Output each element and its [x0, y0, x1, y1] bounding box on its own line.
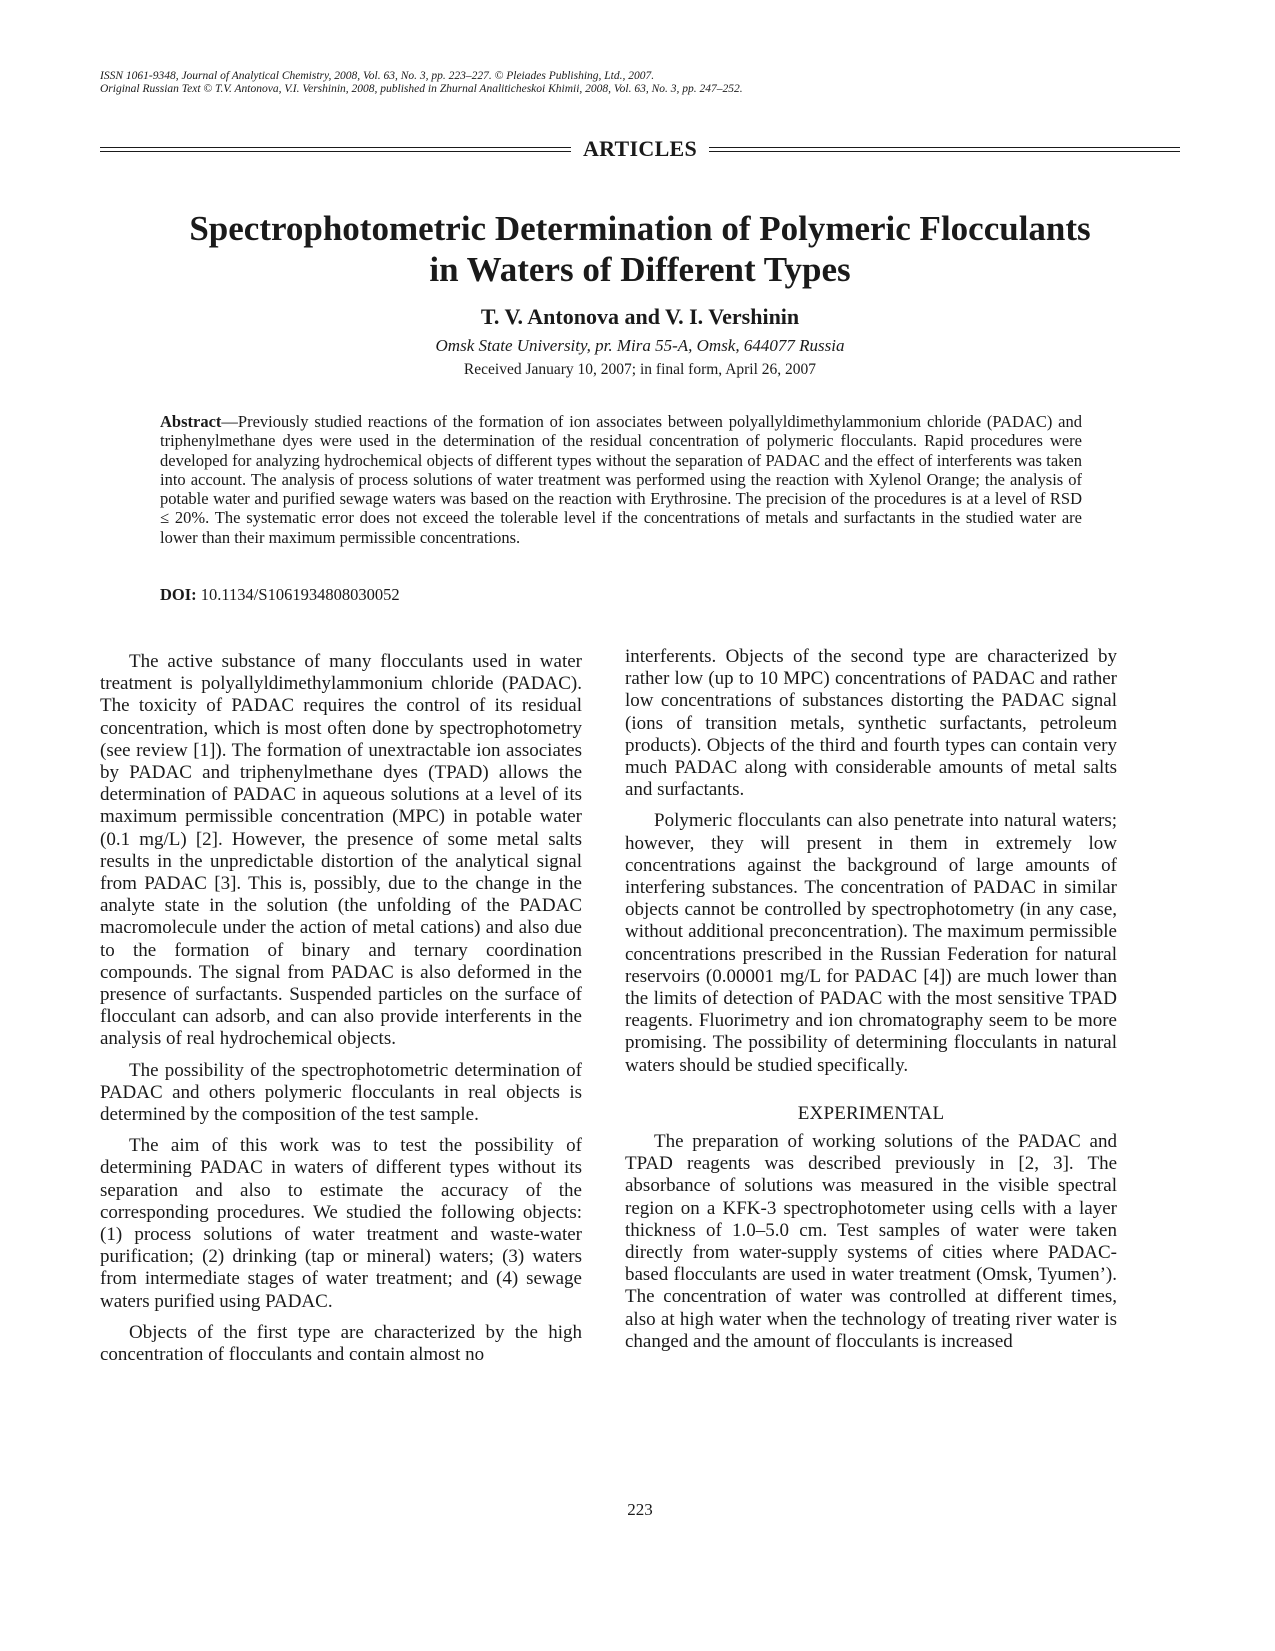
rule-left: [100, 147, 571, 152]
authors: T. V. Antonova and V. I. Vershinin: [480, 304, 800, 329]
left-column: [100, 651, 582, 1375]
rule-right: [709, 147, 1180, 152]
paragraph: Objects of the first type are characterized by the high concentration of flocculants and contain almost no: [100, 1321, 582, 1366]
title-line-1: Spectrophotometric Determination of Polymeric Flocculants: [189, 209, 1091, 248]
abstract-text: —Previously studied reactions of the formation of ion associates between polyallyldimethylammonium chloride (PADAC) and triphenylmethane dyes were used in the determination of the residual concentration of polymeric flocculants. Rapid procedures were developed for analyzing hydrochemical objects of different types without the separation of PADAC and the effect of interferents was taken into account. The analysis of process solutions of water treatment was performed using the reaction with Xylenol Orange; the analysis of potable water and purified sewage waters was based on the reaction with Erythrosine. The precision of the procedures is at a level of RSD ≤ 20%. The systematic error does not exceed the tolerable level if the concentrations of metals and surfactants in the studied water are lower than their maximum permissible concentrations.: [160, 412, 1082, 547]
article-title: [100, 208, 1180, 290]
section-heading-experimental: EXPERIMENTAL: [797, 1102, 945, 1124]
doi-label: DOI:: [160, 585, 197, 604]
abstract: [160, 412, 1082, 547]
affiliation: Omsk State University, pr. Mira 55-A, Omsk, 644077 Russia: [435, 336, 845, 355]
right-column: [625, 646, 1117, 1362]
paragraph: The active substance of many flocculants used in water treatment is polyallyldimethylammonium chloride (PADAC). The toxicity of PADAC requires the control of its residual concentration, which is most often done by spectrophotometry (see review [1]). The formation of unextractable ion associates by PADAC and triphenylmethane dyes (TPAD) allows the determination of PADAC in aqueous solutions at a level of its maximum permissible concentration (MPC) in potable water (0.1 mg/L) [2]. However, the presence of some metal salts results in the unpredictable distortion of the analytical signal from PADAC [3]. This is, possibly, due to the change in the analyte state in the solution (the unfolding of the PADAC macromolecule under the action of metal cations) and also due to the formation of binary and ternary coordination compounds. The signal from PADAC is also deformed in the presence of surfactants. Suspended particles on the surface of flocculant can adsorb, and can also provide interferents in the analysis of real hydrochemical objects.: [100, 651, 582, 1050]
doi: [160, 585, 1082, 605]
paragraph: interferents. Objects of the second type are characterized by rather low (up to 10 MPC) concentrations of PADAC and rather low concentrations of substances distorting the PADAC signal (ions of transition metals, synthetic surfactants, petroleum products). Objects of the third and fourth types can contain very much PADAC along with considerable amounts of metal salts and surfactants.: [625, 646, 1117, 801]
paragraph: The possibility of the spectrophotometric determination of PADAC and others polymeric flocculants in real objects is determined by the composition of the test sample.: [100, 1059, 582, 1126]
header-original-text: Original Russian Text © T.V. Antonova, V.I. Vershinin, 2008, published in Zhurnal Analiticheskoi Khimii, 2008, Vol. 63, No. 3, pp. 247–252.: [100, 83, 743, 95]
section-bar: [100, 136, 1180, 162]
received-dates: Received January 10, 2007; in final form, April 26, 2007: [463, 361, 817, 378]
paragraph: The preparation of working solutions of the PADAC and TPAD reagents was described previously in [2, 3]. The absorbance of solutions was measured in the visible spectral region on a KFK-3 spectrophotometer using cells with a layer thickness of 1.0–5.0 cm. Test samples of water were taken directly from water-supply systems of cities where PADAC-based flocculants are used in water treatment (Omsk, Tyumen’). The concentration of water was controlled at different times, also at high water when the technology of treating river water is changed and the amount of flocculants is increased: [625, 1131, 1117, 1352]
abstract-label: Abstract: [160, 412, 222, 431]
page-number: 223: [627, 1500, 653, 1519]
paragraph: The aim of this work was to test the possibility of determining PADAC in waters of different types without its separation and also to estimate the accuracy of the corresponding procedures. We studied the following objects: (1) process solutions of water treatment and waste-water purification; (2) drinking (tap or mineral) waters; (3) waters from intermediate stages of water treatment; and (4) sewage waters purified using PADAC.: [100, 1135, 582, 1312]
header-citation: ISSN 1061-9348, Journal of Analytical Chemistry, 2008, Vol. 63, No. 3, pp. 223–227. © Pleiades Publishing, Ltd., 2007.: [100, 70, 655, 82]
paragraph: Polymeric flocculants can also penetrate into natural waters; however, they will present in them in extremely low concentrations against the background of large amounts of interfering substances. The concentration of PADAC in similar objects cannot be controlled by spectrophotometry (in any case, without additional preconcentration). The maximum permissible concentrations prescribed in the Russian Federation for natural reservoirs (0.00001 mg/L for PADAC [4]) are much lower than the limits of detection of PADAC with the most sensitive TPAD reagents. Fluorimetry and ion chromatography seem to be more promising. The possibility of determining flocculants in natural waters should be studied specifically.: [625, 810, 1117, 1076]
section-label: ARTICLES: [582, 136, 698, 161]
journal-header: [100, 70, 1180, 96]
title-line-2: in Waters of Different Types: [429, 250, 851, 289]
doi-value[interactable]: 10.1134/S1061934808030052: [200, 585, 400, 604]
